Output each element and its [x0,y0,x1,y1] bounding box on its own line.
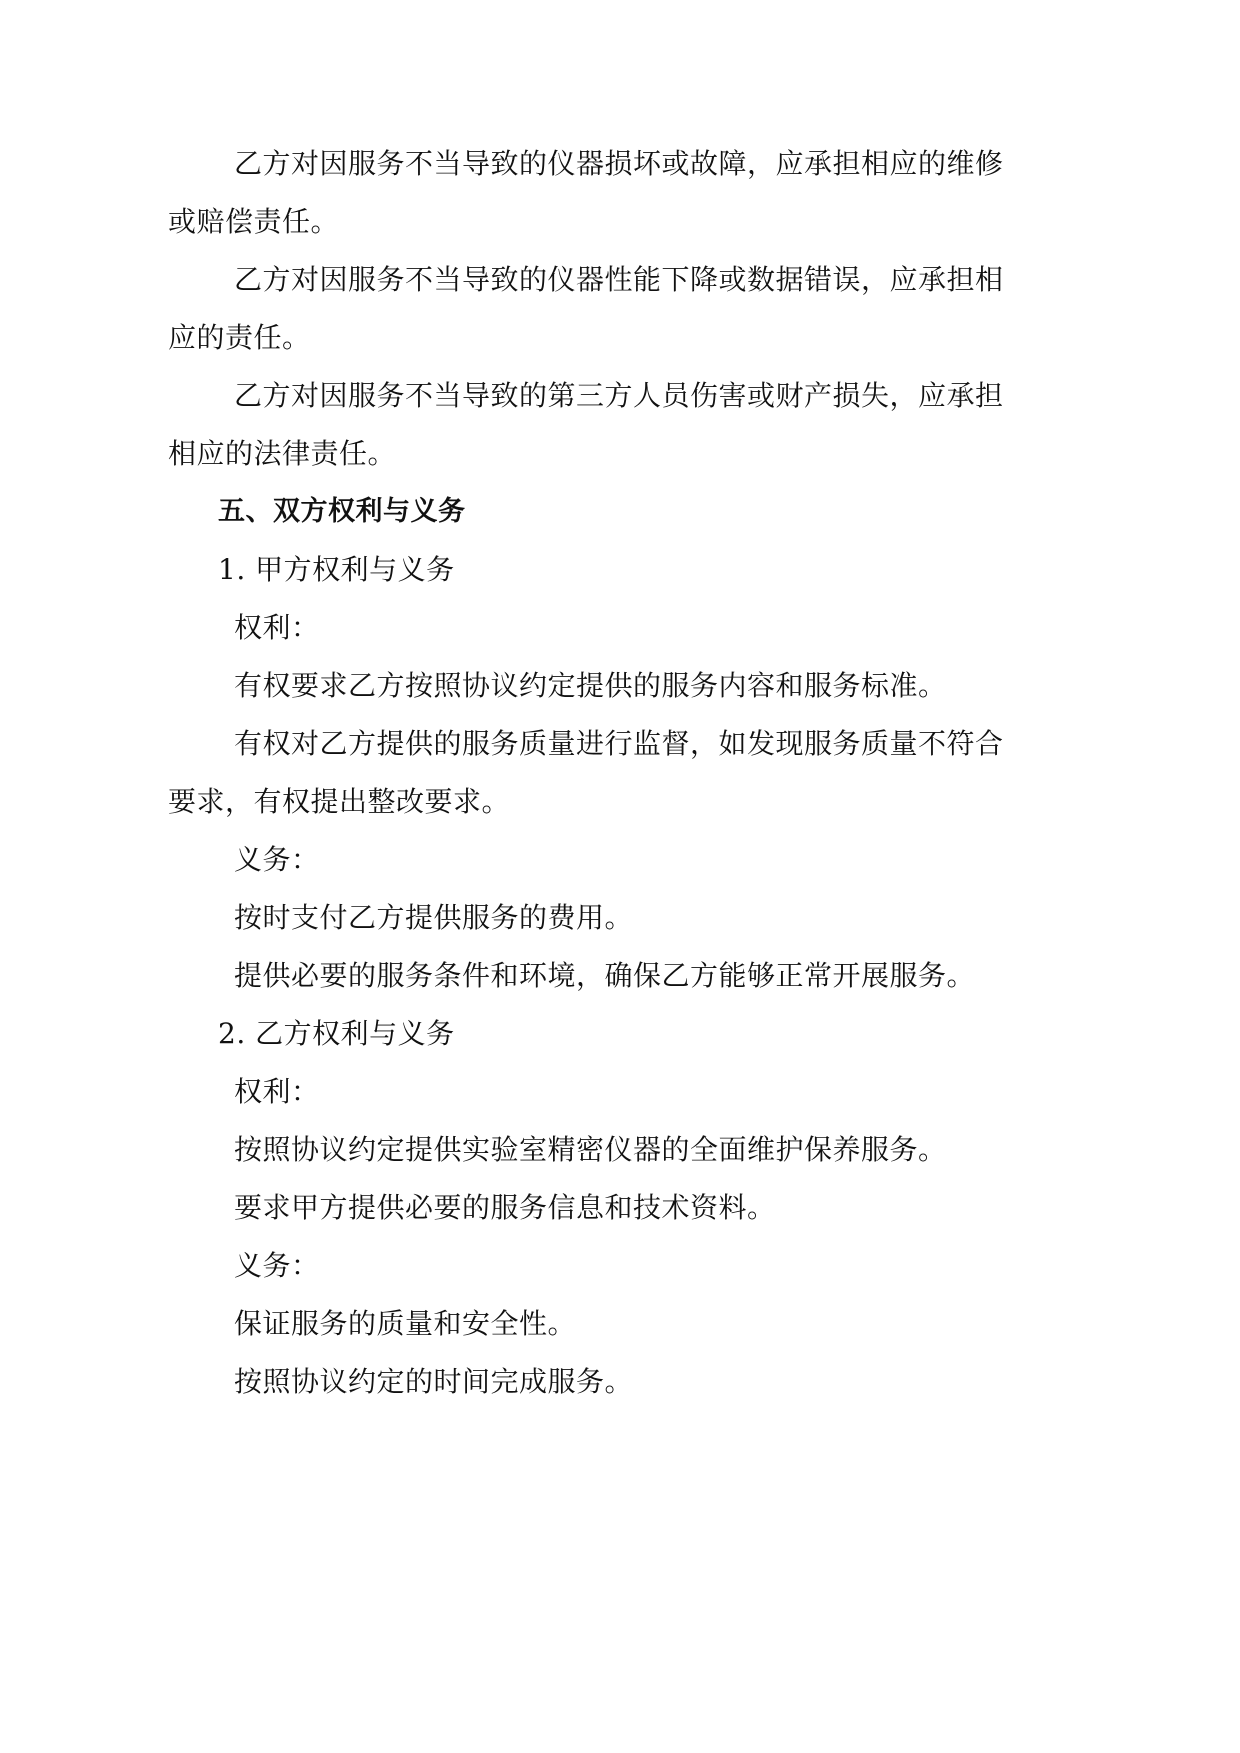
paragraph-line: 应的责任。 [168,321,311,354]
paragraph-line: 或赔偿责任。 [168,205,340,238]
rights-label: 权利： [234,611,320,644]
list-item: 提供必要的服务条件和环境，确保乙方能够正常开展服务。 [234,959,976,992]
rights-label: 权利： [234,1075,320,1108]
paragraph-line: 乙方对因服务不当导致的第三方人员伤害或财产损失，应承担 [234,379,1004,412]
obligations-label: 义务： [234,843,320,876]
paragraph-line: 相应的法律责任。 [168,437,397,470]
list-item: 要求甲方提供必要的服务信息和技术资料。 [234,1191,776,1224]
list-item: 有权对乙方提供的服务质量进行监督，如发现服务质量不符合 [234,727,1004,760]
paragraph-line: 乙方对因服务不当导致的仪器性能下降或数据错误，应承担相 [234,263,1004,296]
list-item-continuation: 要求，有权提出整改要求。 [168,785,511,818]
list-item: 按时支付乙方提供服务的费用。 [234,901,634,934]
paragraph-line: 乙方对因服务不当导致的仪器损坏或故障，应承担相应的维修 [234,147,1004,180]
list-item: 有权要求乙方按照协议约定提供的服务内容和服务标准。 [234,669,947,702]
subsection-title-party-b: 2. 乙方权利与义务 [218,1017,455,1050]
list-item: 按照协议约定的时间完成服务。 [234,1365,634,1398]
section-heading: 五、双方权利与义务 [218,496,466,527]
list-item: 按照协议约定提供实验室精密仪器的全面维护保养服务。 [234,1133,947,1166]
subsection-title-party-a: 1. 甲方权利与义务 [218,553,455,586]
list-item: 保证服务的质量和安全性。 [234,1307,577,1340]
obligations-label: 义务： [234,1249,320,1282]
